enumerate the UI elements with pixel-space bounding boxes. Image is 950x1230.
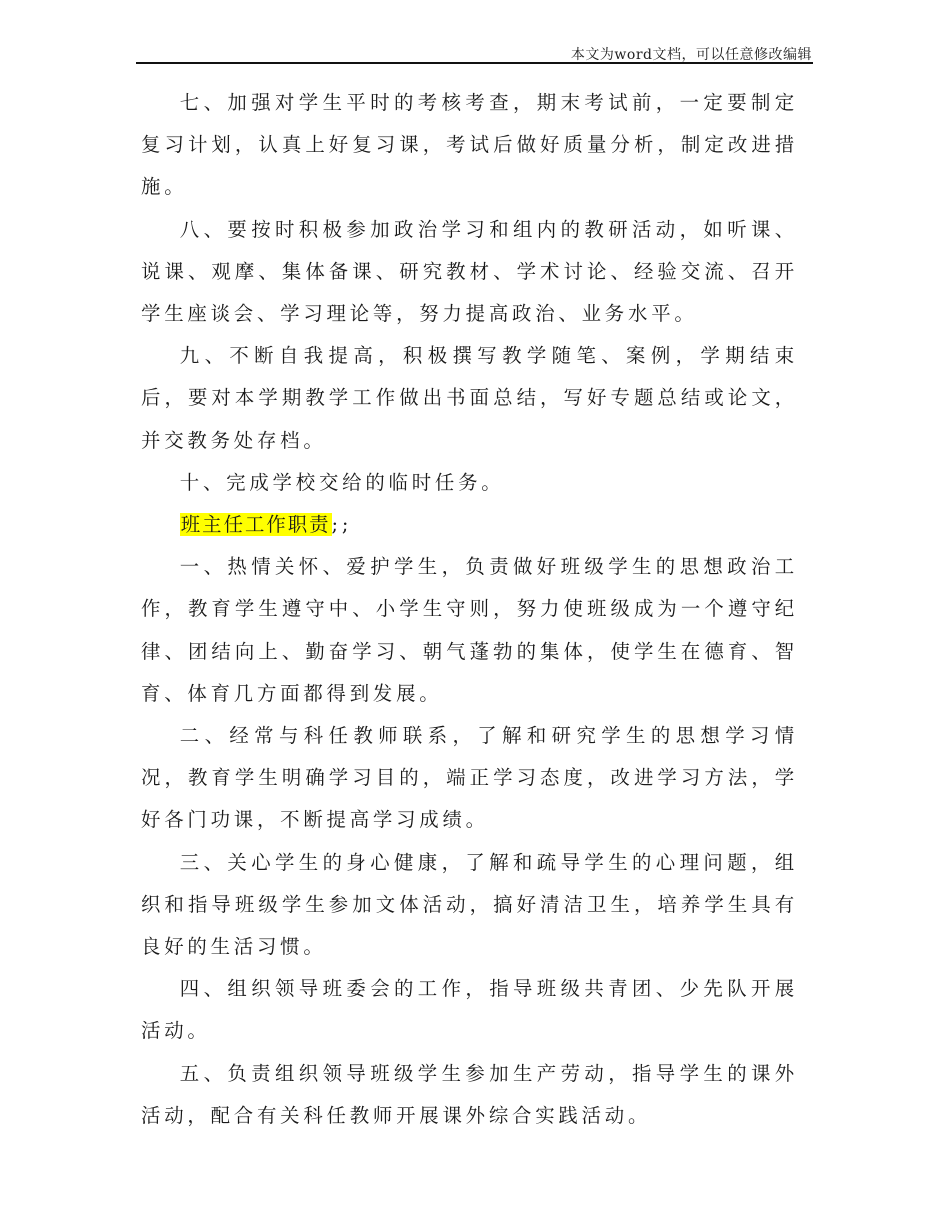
paragraph: 十、完成学校交给的临时任务。 [179, 470, 505, 494]
document-body [141, 82, 798, 1137]
header-rule [136, 62, 813, 64]
paragraph: 二、经常与科任教师联系，了解和研究学生的思想学习情况，教育学生明确学习目的，端正学习态度，改进学习方法，学好各门功课，不断提高学习成绩。 [141, 724, 798, 832]
paragraph: 七、加强对学生平时的考核考查，期末考试前，一定要制定复习计划，认真上好复习课，考试后做好质量分析，制定改进措施。 [141, 91, 798, 199]
highlighted-section-title: 班主任工作职责 [180, 513, 331, 537]
section-heading [141, 504, 798, 546]
paragraph: 五、负责组织领导班级学生参加生产劳动，指导学生的课外活动，配合有关科任教师开展课外综合实践活动。 [141, 1061, 798, 1127]
paragraph: 三、关心学生的身心健康，了解和疏导学生的心理问题，组织和指导班级学生参加文体活动，搞好清洁卫生，培养学生具有良好的生活习惯。 [141, 850, 798, 959]
section-title-suffix: ;; [331, 513, 353, 537]
paragraph: 一、热情关怀、爱护学生，负责做好班级学生的思想政治工作，教育学生遵守中、小学生守则，努力使班级成为一个遵守纪律、团结向上、勤奋学习、朝气蓬勃的集体，使学生在德育、智育、体育几方面都得到发展。 [141, 555, 798, 705]
paragraph: 四、组织领导班委会的工作，指导班级共青团、少先队开展活动。 [141, 977, 798, 1043]
paragraph: 八、要按时积极参加政治学习和组内的教研活动，如听课、说课、观摩、集体备课、研究教材、学术讨论、经验交流、召开学生座谈会、学习理论等，努力提高政治、业务水平。 [141, 217, 798, 326]
header-note: 本文为word文档，可以任意修改编辑 [570, 47, 812, 63]
paragraph: 九、不断自我提高，积极撰写教学随笔、案例，学期结束后，要对本学期教学工作做出书面总结，写好专题总结或论文，并交教务处存档。 [141, 344, 798, 452]
